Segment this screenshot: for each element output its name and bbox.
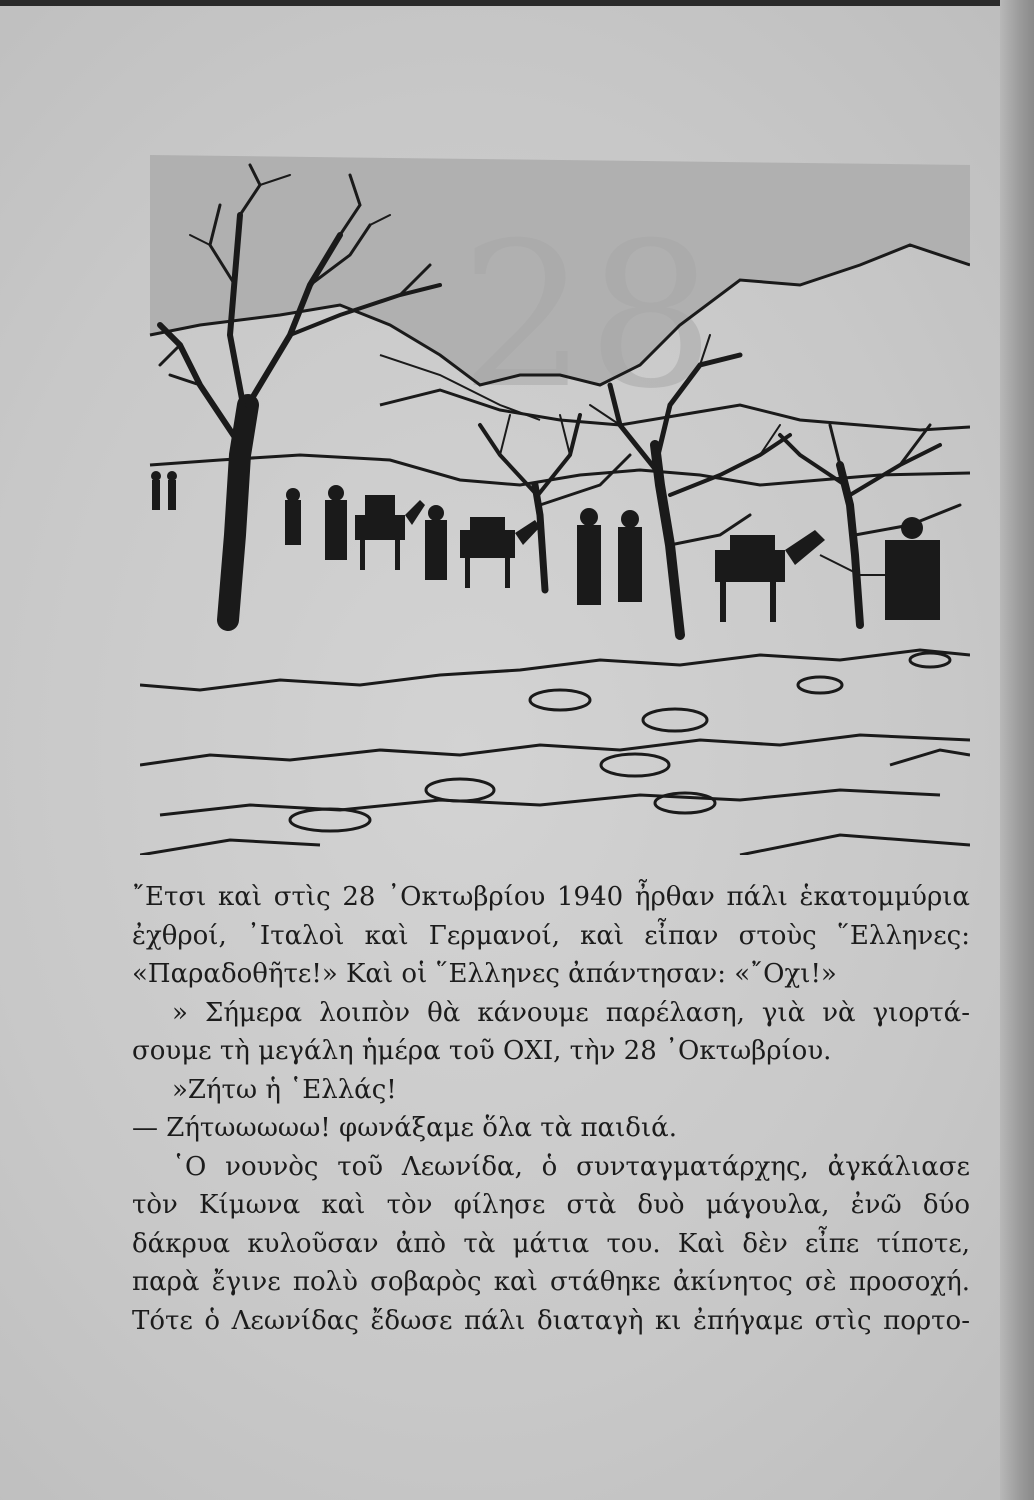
text-line: ἐχθροί, ᾿Ιταλοὶ καὶ Γερμανοί, καὶ εἶπαν στοὺς ῞Ελληνες: (132, 920, 970, 951)
text-line: δάκρυα κυλοῦσαν ἀπὸ τὰ μάτια του. Καὶ δὲν εἶπε τίποτε, (132, 1228, 970, 1259)
text-line: — Ζήτωωωωω! φωνάξαμε ὅλα τὰ παιδιά. (132, 1113, 677, 1143)
text-line: παρὰ ἔγινε πολὺ σοβαρὸς καὶ στάθηκε ἀκίνητος σὲ προσοχή. (132, 1267, 970, 1297)
text-line: ῾Ο νουνὸς τοῦ Λεωνίδα, ὁ συνταγματάρχης, ἀγκάλιασε (172, 1151, 970, 1182)
text-line: «Παραδοθῆτε!» Καὶ οἱ ῞Ελληνες ἀπάντησαν: «῎Οχι!» (132, 959, 837, 989)
text-line: » Σήμερα λοιπὸν θὰ κάνουμε παρέλαση, γιὰ νὰ γιορτά- (172, 997, 970, 1028)
text-line: τὸν Κίμωνα καὶ τὸν φίλησε στὰ δυὸ μάγουλα, ἐνῶ δύο (132, 1190, 970, 1220)
page-right-edge (1000, 0, 1034, 1500)
woodcut-winter-march-illustration (140, 155, 970, 855)
text-line: Τότε ὁ Λεωνίδας ἔδωσε πάλι διαταγὴ κι ἐπήγαμε στὶς πορτο- (132, 1305, 970, 1336)
svg-text:28: 28 (460, 200, 715, 433)
text-line: ῎Ετσι καὶ στὶς 28 ᾿Οκτωβρίου 1940 ἦρθαν πάλι ἑκατομμύρια (132, 882, 970, 912)
story-text (132, 878, 970, 1340)
text-line: »Ζήτω ἡ ῾Ελλάς! (172, 1074, 397, 1105)
page-top-edge (0, 0, 1034, 6)
text-line: σουμε τὴ μεγάλη ἡμέρα τοῦ ΟΧΙ, τὴν 28 ᾿Οκτωβρίου. (132, 1036, 832, 1066)
